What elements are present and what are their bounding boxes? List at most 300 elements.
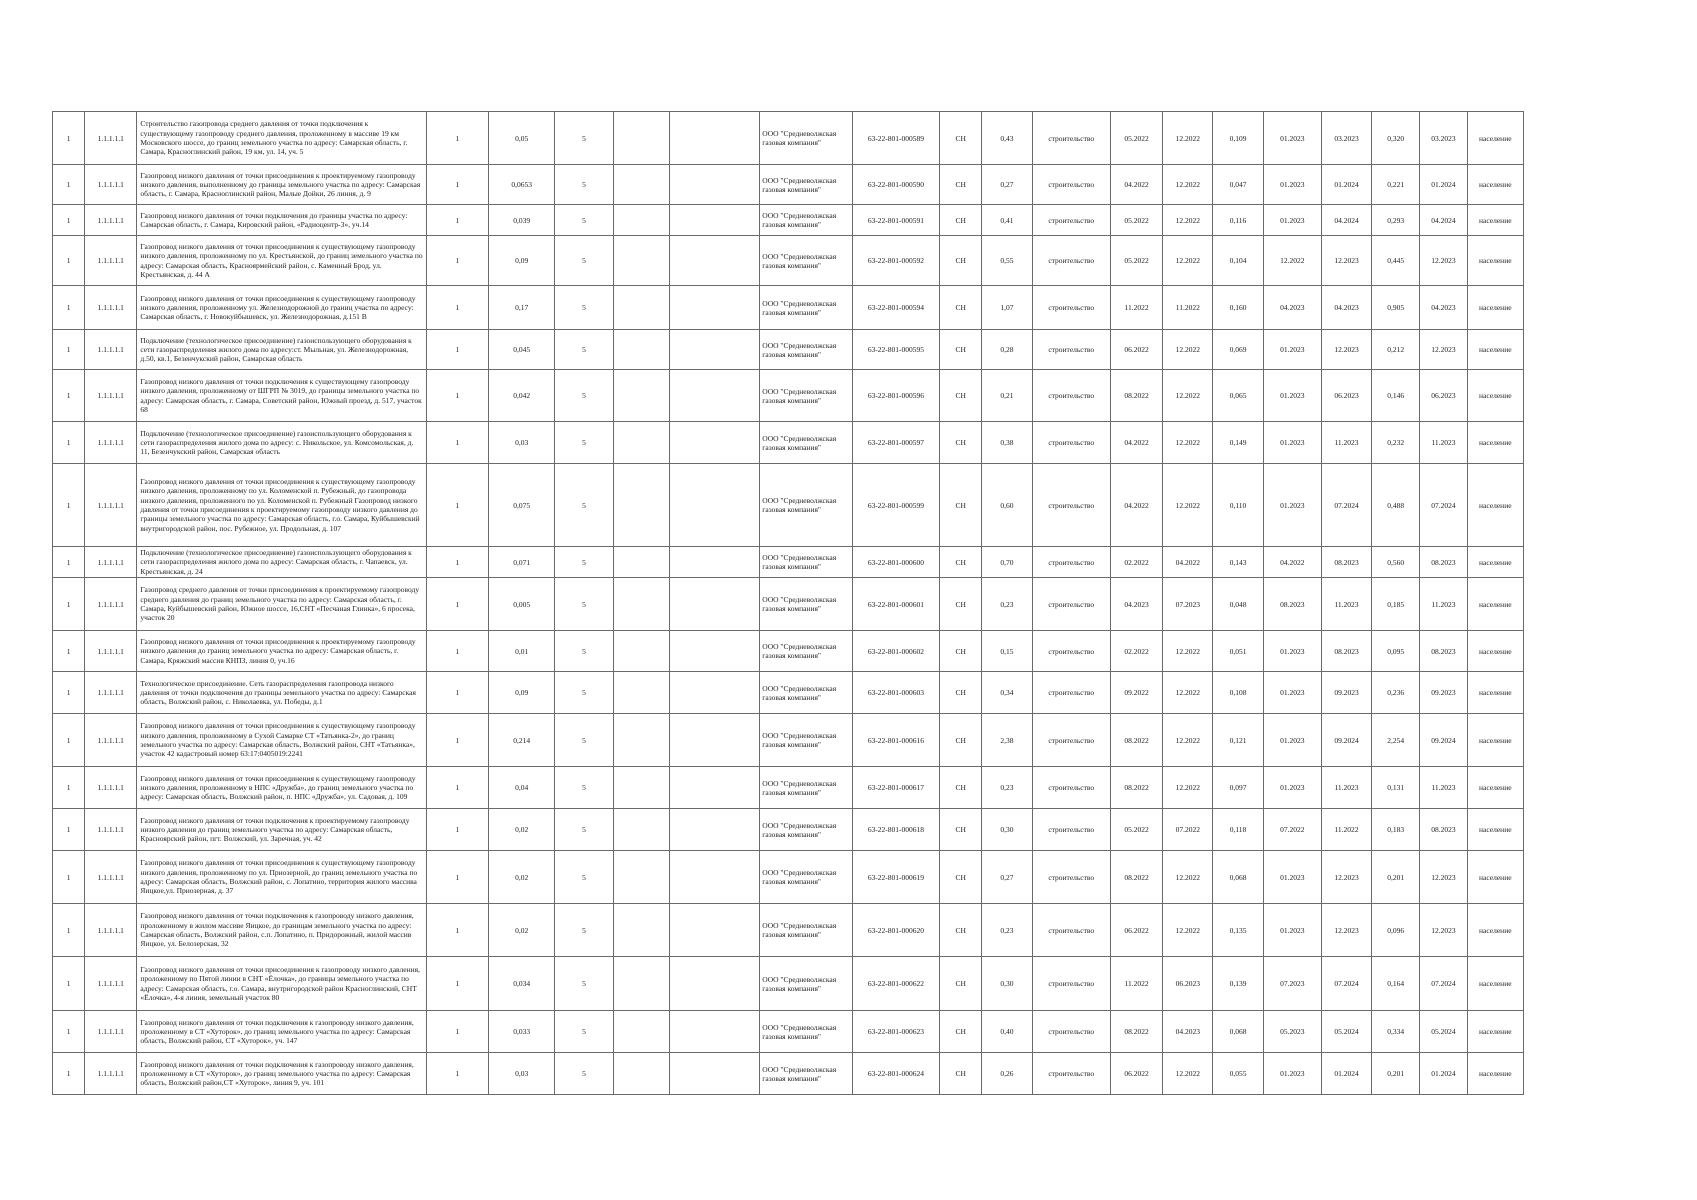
work-type-cell: строительство (1032, 714, 1110, 767)
table-body (53, 112, 1524, 1095)
capacity-cell: 0,23 (982, 767, 1032, 809)
quantity-cell: 1 (426, 851, 488, 904)
work-type-cell: строительство (1032, 286, 1110, 330)
end-date-cell: 11.2022 (1163, 286, 1213, 330)
end-date-cell: 12.2022 (1163, 767, 1213, 809)
row-code-cell: 1.1.1.1.1 (85, 1053, 137, 1095)
empty-cell (613, 205, 669, 236)
end-date-cell: 07.2022 (1163, 809, 1213, 851)
empty-cell (669, 330, 759, 370)
quantity-cell: 1 (426, 767, 488, 809)
empty-cell (669, 165, 759, 205)
project-number-cell: 63-22-801-000619 (852, 851, 939, 904)
empty-cell (613, 957, 669, 1011)
cost-value-cell: 0,183 (1372, 809, 1420, 851)
end-date-cell: 09.2024 (1321, 714, 1371, 767)
object-description-cell: Газопровод низкого давления от точки подключения к газопроводу низкого давления, проложенному в жилом массиве Яицкое, до границам земельного участка по адресу: Самарская область, Волжский район, с.п. Лопатино, п. Придорожный, жилой массив Яицкое, ул. Белозерская, 32 (137, 904, 426, 957)
row-code-cell: 1.1.1.1.1 (85, 422, 137, 464)
start-date-cell: 08.2022 (1110, 767, 1162, 809)
end-date-cell: 11.2023 (1321, 767, 1371, 809)
table-row (53, 714, 1524, 767)
empty-cell (669, 904, 759, 957)
capacity-cell: 0,27 (982, 851, 1032, 904)
cost-value-cell: 0,131 (1372, 767, 1420, 809)
cost-value-cell: 0,116 (1213, 205, 1263, 236)
row-code-cell: 1.1.1.1.1 (85, 205, 137, 236)
object-description-cell: Газопровод низкого давления от точки присоединения к существующему газопроводу низкого давления, проложенному по ул. Приозерной, до границ земельного участка по адресу: Самарская область, Волжский район, с. Лопатино, территория жилого массива Яицкое,ул. Приозерная, д. 37 (137, 851, 426, 904)
organization-cell: ООО "Средневолжская газовая компания" (760, 578, 852, 631)
project-number-cell: 63-22-801-000589 (852, 112, 939, 165)
project-number-cell: 63-22-801-000624 (852, 1053, 939, 1095)
start-date-cell: 01.2023 (1263, 1053, 1321, 1095)
commission-date-cell: 05.2024 (1420, 1011, 1467, 1053)
project-number-cell: 63-22-801-000599 (852, 464, 939, 547)
row-code-cell: 1.1.1.1.1 (85, 464, 137, 547)
row-code-cell: 1.1.1.1.1 (85, 851, 137, 904)
work-type-cell: строительство (1032, 112, 1110, 165)
row-code-cell: 1.1.1.1.1 (85, 236, 137, 286)
end-date-cell: 07.2024 (1321, 957, 1371, 1011)
empty-cell (613, 809, 669, 851)
organization-cell: ООО "Средневолжская газовая компания" (760, 165, 852, 205)
capacity-cell: 0,23 (982, 578, 1032, 631)
object-description-cell: Газопровод низкого давления от точки присоединения к существующему газопроводу низкого давления, проложенному ул. Железнодорожной до границ участка по адресу: Самарская область, г. Новокуйбышевск, ул. Железнодорожная, д.151 В (137, 286, 426, 330)
cost-value-cell: 0,055 (1213, 1053, 1263, 1095)
capacity-cell: 0,41 (982, 205, 1032, 236)
end-date-cell: 12.2022 (1163, 1053, 1213, 1095)
pressure-level-cell: СН (940, 286, 982, 330)
end-date-cell: 12.2023 (1321, 330, 1371, 370)
empty-cell (669, 236, 759, 286)
table-row (53, 631, 1524, 672)
commission-date-cell: 11.2023 (1420, 767, 1467, 809)
pressure-level-cell: СН (940, 809, 982, 851)
cost-value-cell: 0,560 (1372, 547, 1420, 578)
end-date-cell: 12.2022 (1163, 904, 1213, 957)
organization-cell: ООО "Средневолжская газовая компания" (760, 205, 852, 236)
cost-value-cell: 0,121 (1213, 714, 1263, 767)
work-type-cell: строительство (1032, 904, 1110, 957)
end-date-cell: 04.2023 (1163, 1011, 1213, 1053)
end-date-cell: 06.2023 (1321, 370, 1371, 422)
commission-date-cell: 01.2024 (1420, 1053, 1467, 1095)
end-date-cell: 08.2023 (1321, 631, 1371, 672)
length-km-cell: 0,075 (489, 464, 555, 547)
category-cell: 5 (555, 370, 613, 422)
project-number-cell: 63-22-801-000620 (852, 904, 939, 957)
empty-cell (669, 422, 759, 464)
object-description-cell: Газопровод низкого давления от точки присоединения к проектируемому газопроводу низкого давления до границ земельного участка по адресу: Самарская область, г. Самара, Кряжский массив КНПЗ, линия 0, уч.16 (137, 631, 426, 672)
start-date-cell: 11.2022 (1110, 286, 1162, 330)
quantity-cell: 1 (426, 286, 488, 330)
empty-cell (669, 672, 759, 714)
cost-value-cell: 0,097 (1213, 767, 1263, 809)
row-number-cell: 1 (53, 851, 85, 904)
work-type-cell: строительство (1032, 767, 1110, 809)
end-date-cell: 01.2024 (1321, 1053, 1371, 1095)
quantity-cell: 1 (426, 957, 488, 1011)
organization-cell: ООО "Средневолжская газовая компания" (760, 851, 852, 904)
length-km-cell: 0,034 (489, 957, 555, 1011)
project-number-cell: 63-22-801-000622 (852, 957, 939, 1011)
work-type-cell: строительство (1032, 370, 1110, 422)
pressure-level-cell: СН (940, 767, 982, 809)
cost-value-cell: 0,212 (1372, 330, 1420, 370)
start-date-cell: 07.2022 (1263, 809, 1321, 851)
empty-cell (669, 112, 759, 165)
empty-cell (669, 1053, 759, 1095)
cost-value-cell: 0,110 (1213, 464, 1263, 547)
length-km-cell: 0,05 (489, 112, 555, 165)
work-type-cell: строительство (1032, 464, 1110, 547)
row-number-cell: 1 (53, 286, 85, 330)
end-date-cell: 12.2022 (1163, 672, 1213, 714)
quantity-cell: 1 (426, 236, 488, 286)
end-date-cell: 01.2024 (1321, 165, 1371, 205)
cost-value-cell: 0,048 (1213, 578, 1263, 631)
length-km-cell: 0,005 (489, 578, 555, 631)
quantity-cell: 1 (426, 578, 488, 631)
commission-date-cell: 06.2023 (1420, 370, 1467, 422)
object-description-cell: Газопровод низкого давления от точки присоединения к существующему газопроводу низкого давления, проложенному в НПС «Дружба», до границ земельного участка по адресу: Самарская область, Волжский район, п. НПС «Дружба», ул. Садовая, д. 109 (137, 767, 426, 809)
project-number-cell: 63-22-801-000597 (852, 422, 939, 464)
end-date-cell: 12.2022 (1163, 330, 1213, 370)
commission-date-cell: 04.2024 (1420, 205, 1467, 236)
work-type-cell: строительство (1032, 165, 1110, 205)
table-row (53, 672, 1524, 714)
category-cell: 5 (555, 112, 613, 165)
work-type-cell: строительство (1032, 578, 1110, 631)
empty-cell (613, 286, 669, 330)
pressure-level-cell: СН (940, 1053, 982, 1095)
consumer-category-cell: население (1467, 422, 1523, 464)
pressure-level-cell: СН (940, 631, 982, 672)
pressure-level-cell: СН (940, 1011, 982, 1053)
start-date-cell: 01.2023 (1263, 631, 1321, 672)
commission-date-cell: 12.2023 (1420, 904, 1467, 957)
capacity-cell: 0,34 (982, 672, 1032, 714)
category-cell: 5 (555, 236, 613, 286)
length-km-cell: 0,033 (489, 1011, 555, 1053)
quantity-cell: 1 (426, 672, 488, 714)
category-cell: 5 (555, 1011, 613, 1053)
object-description-cell: Газопровод низкого давления от точки подключения до границы участка по адресу: Самарская область, г. Самара, Кировский район, «Радиоцентр-3», уч.14 (137, 205, 426, 236)
row-code-cell: 1.1.1.1.1 (85, 809, 137, 851)
row-code-cell: 1.1.1.1.1 (85, 370, 137, 422)
commission-date-cell: 09.2024 (1420, 714, 1467, 767)
empty-cell (669, 957, 759, 1011)
row-code-cell: 1.1.1.1.1 (85, 672, 137, 714)
cost-value-cell: 0,293 (1372, 205, 1420, 236)
category-cell: 5 (555, 957, 613, 1011)
end-date-cell: 12.2022 (1163, 165, 1213, 205)
length-km-cell: 0,02 (489, 809, 555, 851)
row-number-cell: 1 (53, 714, 85, 767)
project-number-cell: 63-22-801-000602 (852, 631, 939, 672)
end-date-cell: 04.2024 (1321, 205, 1371, 236)
length-km-cell: 0,042 (489, 370, 555, 422)
project-number-cell: 63-22-801-000594 (852, 286, 939, 330)
length-km-cell: 0,02 (489, 851, 555, 904)
pressure-level-cell: СН (940, 205, 982, 236)
cost-value-cell: 0,047 (1213, 165, 1263, 205)
organization-cell: ООО "Средневолжская газовая компания" (760, 112, 852, 165)
end-date-cell: 06.2023 (1163, 957, 1213, 1011)
cost-value-cell: 0,051 (1213, 631, 1263, 672)
capacity-cell: 0,15 (982, 631, 1032, 672)
organization-cell: ООО "Средневолжская газовая компания" (760, 236, 852, 286)
capacity-cell: 0,43 (982, 112, 1032, 165)
work-type-cell: строительство (1032, 1011, 1110, 1053)
capacity-cell: 0,70 (982, 547, 1032, 578)
start-date-cell: 01.2023 (1263, 714, 1321, 767)
category-cell: 5 (555, 672, 613, 714)
quantity-cell: 1 (426, 1011, 488, 1053)
consumer-category-cell: население (1467, 464, 1523, 547)
consumer-category-cell: население (1467, 851, 1523, 904)
start-date-cell: 01.2023 (1263, 422, 1321, 464)
cost-value-cell: 0,118 (1213, 809, 1263, 851)
start-date-cell: 08.2023 (1263, 578, 1321, 631)
consumer-category-cell: население (1467, 578, 1523, 631)
empty-cell (613, 547, 669, 578)
start-date-cell: 05.2022 (1110, 809, 1162, 851)
start-date-cell: 01.2023 (1263, 464, 1321, 547)
project-number-cell: 63-22-801-000618 (852, 809, 939, 851)
row-code-cell: 1.1.1.1.1 (85, 957, 137, 1011)
cost-value-cell: 0,164 (1372, 957, 1420, 1011)
pressure-level-cell: СН (940, 112, 982, 165)
consumer-category-cell: население (1467, 1011, 1523, 1053)
category-cell: 5 (555, 714, 613, 767)
start-date-cell: 01.2023 (1263, 767, 1321, 809)
project-number-cell: 63-22-801-000600 (852, 547, 939, 578)
start-date-cell: 05.2023 (1263, 1011, 1321, 1053)
object-description-cell: Технологическое присоединение. Сеть газораспределения газопровода низкого давления от точки подключения до границы земельного участка по адресу: Самарская область, Волжский район, с. Николаевка, ул. Победы, д.1 (137, 672, 426, 714)
start-date-cell: 04.2023 (1110, 578, 1162, 631)
empty-cell (669, 370, 759, 422)
cost-value-cell: 0,065 (1213, 370, 1263, 422)
work-type-cell: строительство (1032, 422, 1110, 464)
project-number-cell: 63-22-801-000596 (852, 370, 939, 422)
empty-cell (669, 631, 759, 672)
end-date-cell: 08.2023 (1321, 547, 1371, 578)
capacity-cell: 0,60 (982, 464, 1032, 547)
empty-cell (669, 809, 759, 851)
empty-cell (613, 714, 669, 767)
end-date-cell: 07.2024 (1321, 464, 1371, 547)
empty-cell (613, 767, 669, 809)
start-date-cell: 04.2022 (1263, 547, 1321, 578)
row-code-cell: 1.1.1.1.1 (85, 112, 137, 165)
cost-value-cell: 2,254 (1372, 714, 1420, 767)
cost-value-cell: 0,185 (1372, 578, 1420, 631)
start-date-cell: 08.2022 (1110, 1011, 1162, 1053)
commission-date-cell: 12.2023 (1420, 851, 1467, 904)
organization-cell: ООО "Средневолжская газовая компания" (760, 286, 852, 330)
row-number-cell: 1 (53, 165, 85, 205)
start-date-cell: 08.2022 (1110, 370, 1162, 422)
cost-value-cell: 0,109 (1213, 112, 1263, 165)
consumer-category-cell: население (1467, 330, 1523, 370)
end-date-cell: 12.2022 (1163, 422, 1213, 464)
work-type-cell: строительство (1032, 672, 1110, 714)
start-date-cell: 08.2022 (1110, 851, 1162, 904)
commission-date-cell: 11.2023 (1420, 578, 1467, 631)
end-date-cell: 11.2023 (1321, 422, 1371, 464)
row-number-cell: 1 (53, 809, 85, 851)
empty-cell (613, 1011, 669, 1053)
project-number-cell: 63-22-801-000623 (852, 1011, 939, 1053)
cost-value-cell: 0,221 (1372, 165, 1420, 205)
consumer-category-cell: население (1467, 236, 1523, 286)
category-cell: 5 (555, 578, 613, 631)
capacity-cell: 0,27 (982, 165, 1032, 205)
table-row (53, 330, 1524, 370)
start-date-cell: 04.2023 (1263, 286, 1321, 330)
category-cell: 5 (555, 165, 613, 205)
pressure-level-cell: СН (940, 547, 982, 578)
length-km-cell: 0,01 (489, 631, 555, 672)
category-cell: 5 (555, 851, 613, 904)
start-date-cell: 06.2022 (1110, 330, 1162, 370)
table-row (53, 165, 1524, 205)
cost-value-cell: 0,096 (1372, 904, 1420, 957)
pressure-level-cell: СН (940, 957, 982, 1011)
cost-value-cell: 0,334 (1372, 1011, 1420, 1053)
capacity-cell: 2,38 (982, 714, 1032, 767)
end-date-cell: 11.2023 (1321, 578, 1371, 631)
empty-cell (669, 286, 759, 330)
quantity-cell: 1 (426, 464, 488, 547)
start-date-cell: 12.2022 (1263, 236, 1321, 286)
cost-value-cell: 0,149 (1213, 422, 1263, 464)
object-description-cell: Газопровод низкого давления от точки подключения к газопроводу низкого давления, проложенному в СТ «Хуторок», до границ земельного участка по адресу: Самарская область, Волжский район, СТ «Хуторок», уч. 147 (137, 1011, 426, 1053)
table-row (53, 547, 1524, 578)
end-date-cell: 12.2022 (1163, 631, 1213, 672)
pressure-level-cell: СН (940, 370, 982, 422)
cost-value-cell: 0,201 (1372, 851, 1420, 904)
row-number-cell: 1 (53, 370, 85, 422)
object-description-cell: Газопровод низкого давления от точки присоединения к газопроводу низкого давления, проложенному по Пятой линии в СНТ «Ёлочка», до границы земельного участка по адресу: Самарская область, г.о. Самара, внутригородской район Красноглинский, СНТ «Ёлочка», 4-я линия, земельный участок 80 (137, 957, 426, 1011)
organization-cell: ООО "Средневолжская газовая компания" (760, 767, 852, 809)
end-date-cell: 12.2022 (1163, 236, 1213, 286)
empty-cell (669, 205, 759, 236)
row-code-cell: 1.1.1.1.1 (85, 631, 137, 672)
row-code-cell: 1.1.1.1.1 (85, 165, 137, 205)
category-cell: 5 (555, 1053, 613, 1095)
start-date-cell: 02.2022 (1110, 631, 1162, 672)
organization-cell: ООО "Средневолжская газовая компания" (760, 1011, 852, 1053)
length-km-cell: 0,02 (489, 904, 555, 957)
quantity-cell: 1 (426, 330, 488, 370)
length-km-cell: 0,03 (489, 1053, 555, 1095)
quantity-cell: 1 (426, 714, 488, 767)
cost-value-cell: 0,488 (1372, 464, 1420, 547)
project-number-cell: 63-22-801-000603 (852, 672, 939, 714)
end-date-cell: 12.2023 (1321, 236, 1371, 286)
row-number-cell: 1 (53, 422, 85, 464)
consumer-category-cell: население (1467, 672, 1523, 714)
end-date-cell: 11.2022 (1321, 809, 1371, 851)
object-description-cell: Строительство газопровода среднего давления от точки подключения к существующему газопроводу среднего давления, проложенному в массиве 19 км Московского шоссе, до границ земельного участка по адресу: Самарская область, г. Самара, Красноглинский район, 19 км, ул. 14, уч. 5 (137, 112, 426, 165)
object-description-cell: Газопровод низкого давления от точки подключения к существующему газопроводу низкого давления, проложенному от ШГРП № 3019, до границы земельного участка по адресу: Самарская область, г. Самара, Советский район, Южный проезд, д. 517, участок 68 (137, 370, 426, 422)
capacity-cell: 0,30 (982, 957, 1032, 1011)
quantity-cell: 1 (426, 370, 488, 422)
row-number-cell: 1 (53, 330, 85, 370)
row-code-cell: 1.1.1.1.1 (85, 904, 137, 957)
table-row (53, 957, 1524, 1011)
row-code-cell: 1.1.1.1.1 (85, 1011, 137, 1053)
empty-cell (613, 464, 669, 547)
commission-date-cell: 08.2023 (1420, 631, 1467, 672)
start-date-cell: 11.2022 (1110, 957, 1162, 1011)
row-number-cell: 1 (53, 904, 85, 957)
start-date-cell: 01.2023 (1263, 851, 1321, 904)
start-date-cell: 02.2022 (1110, 547, 1162, 578)
category-cell: 5 (555, 904, 613, 957)
empty-cell (613, 112, 669, 165)
quantity-cell: 1 (426, 631, 488, 672)
commission-date-cell: 11.2023 (1420, 422, 1467, 464)
start-date-cell: 04.2022 (1110, 165, 1162, 205)
quantity-cell: 1 (426, 1053, 488, 1095)
end-date-cell: 12.2022 (1163, 714, 1213, 767)
organization-cell: ООО "Средневолжская газовая компания" (760, 464, 852, 547)
cost-value-cell: 0,104 (1213, 236, 1263, 286)
table-row (53, 286, 1524, 330)
consumer-category-cell: население (1467, 767, 1523, 809)
consumer-category-cell: население (1467, 1053, 1523, 1095)
end-date-cell: 12.2022 (1163, 205, 1213, 236)
pressure-level-cell: СН (940, 464, 982, 547)
table-row (53, 370, 1524, 422)
object-description-cell: Газопровод низкого давления от точки присоединения к существующему газопроводу низкого давления, проложенному по ул. Крестьянской, до границ земельного участка по адресу: Самарская область, Красноярмейский район, с. Каменный Брод, ул. Крестьянская, д. 44 А (137, 236, 426, 286)
commission-date-cell: 01.2024 (1420, 165, 1467, 205)
row-number-cell: 1 (53, 578, 85, 631)
object-description-cell: Газопровод низкого давления от точки подключения к проектируемому газопроводу низкого давления до границ земельного участка по адресу: Самарская область, Красноярский район, пгт. Волжский, ул. Заречная, уч. 42 (137, 809, 426, 851)
commission-date-cell: 12.2023 (1420, 330, 1467, 370)
empty-cell (613, 370, 669, 422)
start-date-cell: 06.2022 (1110, 1053, 1162, 1095)
capacity-cell: 0,38 (982, 422, 1032, 464)
quantity-cell: 1 (426, 205, 488, 236)
commission-date-cell: 12.2023 (1420, 236, 1467, 286)
cost-value-cell: 0,201 (1372, 1053, 1420, 1095)
start-date-cell: 01.2023 (1263, 112, 1321, 165)
organization-cell: ООО "Средневолжская газовая компания" (760, 631, 852, 672)
pressure-level-cell: СН (940, 672, 982, 714)
quantity-cell: 1 (426, 112, 488, 165)
consumer-category-cell: население (1467, 370, 1523, 422)
work-type-cell: строительство (1032, 205, 1110, 236)
row-code-cell: 1.1.1.1.1 (85, 767, 137, 809)
pressure-level-cell: СН (940, 330, 982, 370)
table-row (53, 851, 1524, 904)
empty-cell (669, 578, 759, 631)
cost-value-cell: 0,139 (1213, 957, 1263, 1011)
table-row (53, 236, 1524, 286)
organization-cell: ООО "Средневолжская газовая компания" (760, 809, 852, 851)
work-type-cell: строительство (1032, 631, 1110, 672)
quantity-cell: 1 (426, 809, 488, 851)
quantity-cell: 1 (426, 422, 488, 464)
project-number-cell: 63-22-801-000591 (852, 205, 939, 236)
project-number-cell: 63-22-801-000617 (852, 767, 939, 809)
project-number-cell: 63-22-801-000616 (852, 714, 939, 767)
row-number-cell: 1 (53, 112, 85, 165)
start-date-cell: 05.2022 (1110, 236, 1162, 286)
